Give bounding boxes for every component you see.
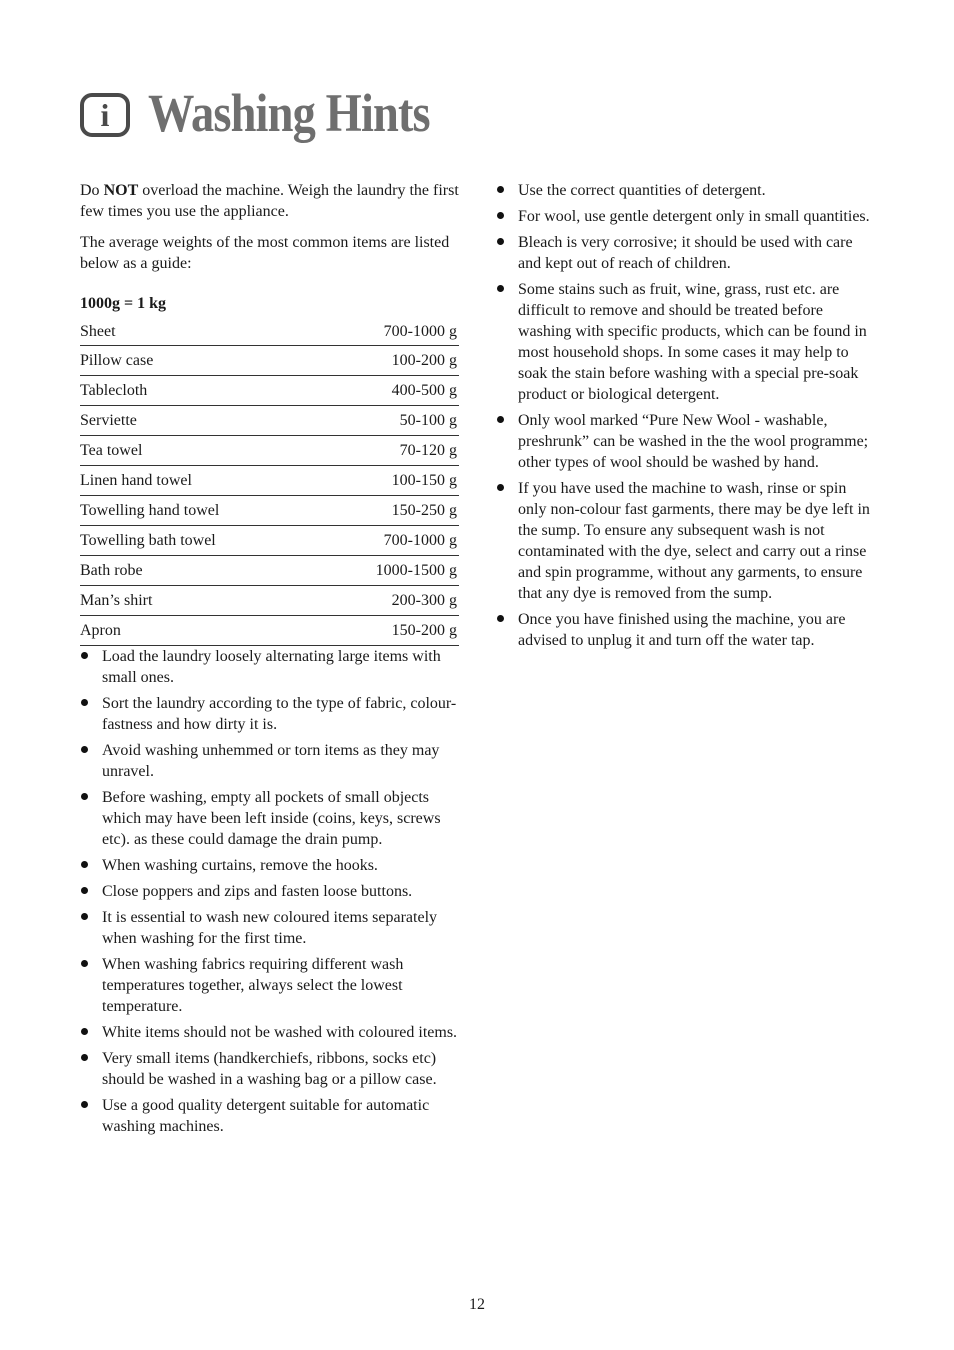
bullet-item: Once you have finished using the machine, you are advised to unplug it and turn off the water tap. bbox=[496, 609, 872, 651]
right-bullet-list bbox=[496, 180, 872, 651]
left-bullet-list bbox=[80, 646, 459, 1137]
weights-row bbox=[80, 616, 459, 646]
weights-row bbox=[80, 406, 459, 436]
weights-row bbox=[80, 526, 459, 556]
weights-value: 150-200 g bbox=[317, 616, 459, 646]
weights-value: 1000-1500 g bbox=[317, 556, 459, 586]
bullet-item: When washing fabrics requiring different wash temperatures together, always select the lowest temperature. bbox=[80, 954, 459, 1017]
weights-item: Sheet bbox=[80, 323, 317, 346]
intro-paragraph-2: The average weights of the most common items are listed below as a guide: bbox=[80, 234, 450, 272]
weights-value: 150-250 g bbox=[317, 496, 459, 526]
bullet-item: Very small items (handkerchiefs, ribbons, socks etc) should be washed in a washing bag or a pillow case. bbox=[80, 1048, 459, 1090]
weights-row bbox=[80, 436, 459, 466]
weights-value: 100-200 g bbox=[317, 346, 459, 376]
page-number: 12 bbox=[469, 1296, 485, 1313]
weights-row bbox=[80, 346, 459, 376]
bullet-item: When washing curtains, remove the hooks. bbox=[80, 855, 459, 876]
bullet-item: Some stains such as fruit, wine, grass, rust etc. are difficult to remove and should be treated before washing with specific products, which can be found in most household shops. In some cases it may help to soak the stain before washing with a special pre-soak product or biological detergent. bbox=[496, 279, 872, 405]
weights-item: Bath robe bbox=[80, 556, 317, 586]
weights-value: 700-1000 g bbox=[317, 323, 459, 346]
intro-paragraph-1 bbox=[80, 180, 459, 222]
weights-item: Tablecloth bbox=[80, 376, 317, 406]
bullet-item: Sort the laundry according to the type of fabric, colour-fastness and how dirty it is. bbox=[80, 693, 459, 735]
bullet-item: Bleach is very corrosive; it should be used with care and kept out of reach of children. bbox=[496, 232, 872, 274]
weights-value: 70-120 g bbox=[317, 436, 459, 466]
bullet-item: Use a good quality detergent suitable for automatic washing machines. bbox=[80, 1095, 459, 1137]
weights-item: Towelling hand towel bbox=[80, 496, 317, 526]
bullet-item: White items should not be washed with coloured items. bbox=[80, 1022, 459, 1043]
bullet-item: Close poppers and zips and fasten loose buttons. bbox=[80, 881, 459, 902]
bullet-item: Load the laundry loosely alternating large items with small ones. bbox=[80, 646, 459, 688]
intro-p1-suffix: overload the machine. Weigh the laundry the first few times you use the appliance. bbox=[80, 182, 459, 220]
weights-item: Apron bbox=[80, 616, 317, 646]
weights-row bbox=[80, 466, 459, 496]
info-icon bbox=[80, 93, 130, 137]
weights-value: 700-1000 g bbox=[317, 526, 459, 556]
weights-value: 100-150 g bbox=[317, 466, 459, 496]
bullet-item: Avoid washing unhemmed or torn items as they may unravel. bbox=[80, 740, 459, 782]
weights-row bbox=[80, 556, 459, 586]
bullet-item: Use the correct quantities of detergent. bbox=[496, 180, 872, 201]
info-icon-glyph: i bbox=[100, 97, 110, 133]
weights-item: Serviette bbox=[80, 406, 317, 436]
weights-row bbox=[80, 376, 459, 406]
weights-value: 200-300 g bbox=[317, 586, 459, 616]
weights-row bbox=[80, 323, 459, 346]
right-column bbox=[496, 180, 872, 656]
bullet-item: It is essential to wash new coloured items separately when washing for the first time. bbox=[80, 907, 459, 949]
bullet-item: For wool, use gentle detergent only in small quantities. bbox=[496, 206, 872, 227]
weights-row bbox=[80, 496, 459, 526]
bullet-item: If you have used the machine to wash, rinse or spin only non-colour fast garments, there may be dye left in the sump. To ensure any subsequent wash is not contaminated with the dye, select and carry out a rinse and spin programme, without any garments, to ensure that any dye is removed from the sump. bbox=[496, 478, 872, 604]
weights-item: Tea towel bbox=[80, 436, 317, 466]
weights-row bbox=[80, 586, 459, 616]
weights-item: Towelling bath towel bbox=[80, 526, 317, 556]
bullet-item: Before washing, empty all pockets of small objects which may have been left inside (coins, keys, screws etc). as these could damage the drain pump. bbox=[80, 787, 459, 850]
bullet-item: Only wool marked “Pure New Wool - washable, preshrunk” can be washed in the the wool programme; other types of wool should be washed by hand. bbox=[496, 410, 872, 473]
weight-unit-note: 1000g = 1 kg bbox=[80, 295, 167, 312]
weights-item: Pillow case bbox=[80, 346, 317, 376]
weights-table bbox=[80, 323, 459, 646]
intro-p1-bold: NOT bbox=[103, 182, 139, 199]
weights-value: 400-500 g bbox=[317, 376, 459, 406]
weights-item: Man’s shirt bbox=[80, 586, 317, 616]
page-title: Washing Hints bbox=[148, 83, 430, 143]
page-header bbox=[80, 83, 476, 143]
left-column bbox=[80, 180, 459, 1142]
weights-item: Linen hand towel bbox=[80, 466, 317, 496]
intro-p1-prefix: Do bbox=[80, 182, 104, 199]
weights-value: 50-100 g bbox=[317, 406, 459, 436]
